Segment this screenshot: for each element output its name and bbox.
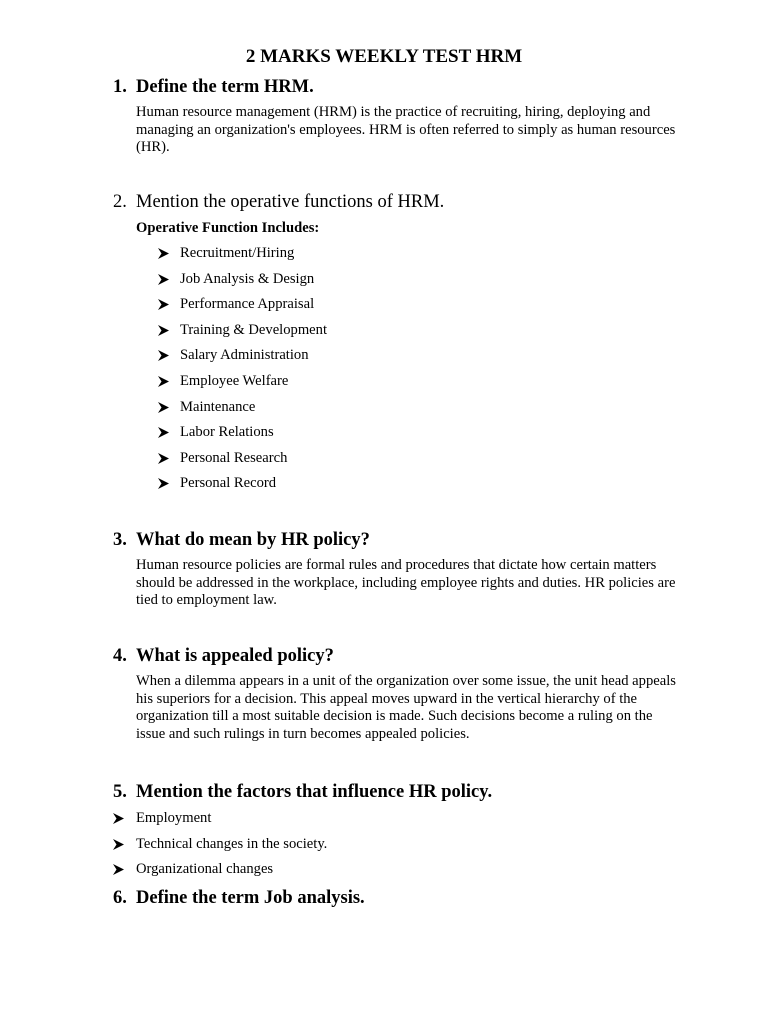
question-number: 5.	[113, 782, 127, 802]
list-item	[158, 270, 327, 296]
answer-4: When a dilemma appears in a unit of the organization over some issue, the unit head appeals his superiors for a decision. This appeal moves upward in the vertical hierarchy of the organization till a most suitable decision is made. Such decisions become a ruling on the issue and such rulings in turn becomes appealed policies.	[136, 673, 676, 742]
arrowhead-bullet-icon	[158, 299, 169, 310]
question-text: Mention the operative functions of HRM.	[136, 192, 445, 212]
list-item-text: Salary Administration	[180, 347, 309, 364]
question-number: 4.	[113, 646, 127, 666]
arrowhead-bullet-icon	[158, 274, 169, 285]
arrowhead-bullet-icon	[158, 350, 169, 361]
arrowhead-bullet-icon	[113, 813, 124, 824]
list-item	[158, 449, 327, 475]
list-item	[113, 809, 327, 835]
question-text: Define the term Job analysis.	[136, 888, 365, 908]
question-text: What is appealed policy?	[136, 646, 334, 666]
question-3	[113, 529, 370, 551]
list-item	[158, 474, 327, 500]
question-4	[113, 645, 334, 667]
question-6	[113, 887, 365, 909]
question-1	[113, 76, 314, 98]
list-item	[158, 423, 327, 449]
operative-functions-subheading: Operative Function Includes:	[136, 220, 320, 236]
question-2	[113, 191, 444, 213]
question-number: 6.	[113, 888, 127, 908]
arrowhead-bullet-icon	[113, 864, 124, 875]
question-number: 1.	[113, 77, 127, 97]
list-item-text: Organizational changes	[136, 861, 274, 878]
list-item-text: Recruitment/Hiring	[180, 245, 295, 261]
arrowhead-bullet-icon	[113, 839, 124, 850]
list-item-text: Performance Appraisal	[180, 296, 315, 313]
question-5	[113, 781, 492, 803]
arrowhead-bullet-icon	[158, 248, 169, 259]
list-item-text: Personal Record	[180, 475, 277, 492]
list-item	[158, 244, 327, 270]
arrowhead-bullet-icon	[158, 402, 169, 413]
arrowhead-bullet-icon	[158, 376, 169, 387]
list-item	[113, 860, 327, 886]
list-item-text: Employee Welfare	[180, 372, 289, 389]
question-number: 2.	[113, 192, 127, 212]
hr-policy-factors-list	[113, 809, 327, 886]
answer-1: Human resource management (HRM) is the practice of recruiting, hiring, deploying and managing an organization's employees. HRM is often referred to simply as human resources (HR).	[136, 104, 676, 156]
list-item-text: Personal Research	[180, 449, 288, 466]
question-number: 3.	[113, 530, 127, 550]
list-item	[158, 398, 327, 424]
list-item-text: Training & Development	[180, 321, 328, 338]
list-item	[158, 346, 327, 372]
list-item-text: Maintenance	[180, 398, 256, 415]
question-text: Define the term HRM.	[136, 77, 314, 97]
list-item	[158, 295, 327, 321]
question-text: What do mean by HR policy?	[136, 530, 370, 550]
arrowhead-bullet-icon	[158, 325, 169, 336]
list-item	[113, 835, 327, 861]
list-item	[158, 321, 327, 347]
answer-3: Human resource policies are formal rules and procedures that dictate how certain matters should be addressed in the workplace, including employee rights and duties. HR policies are tied to employment law.	[136, 557, 676, 609]
operative-functions-list	[158, 244, 327, 500]
page-title: 2 MARKS WEEKLY TEST HRM	[245, 46, 523, 67]
list-item	[158, 372, 327, 398]
arrowhead-bullet-icon	[158, 453, 169, 464]
list-item-text: Technical changes in the society.	[136, 835, 328, 852]
list-item-text: Employment	[136, 810, 212, 826]
question-text: Mention the factors that influence HR policy.	[136, 782, 493, 802]
arrowhead-bullet-icon	[158, 478, 169, 489]
arrowhead-bullet-icon	[158, 427, 169, 438]
list-item-text: Labor Relations	[180, 424, 274, 441]
list-item-text: Job Analysis & Design	[180, 270, 315, 287]
